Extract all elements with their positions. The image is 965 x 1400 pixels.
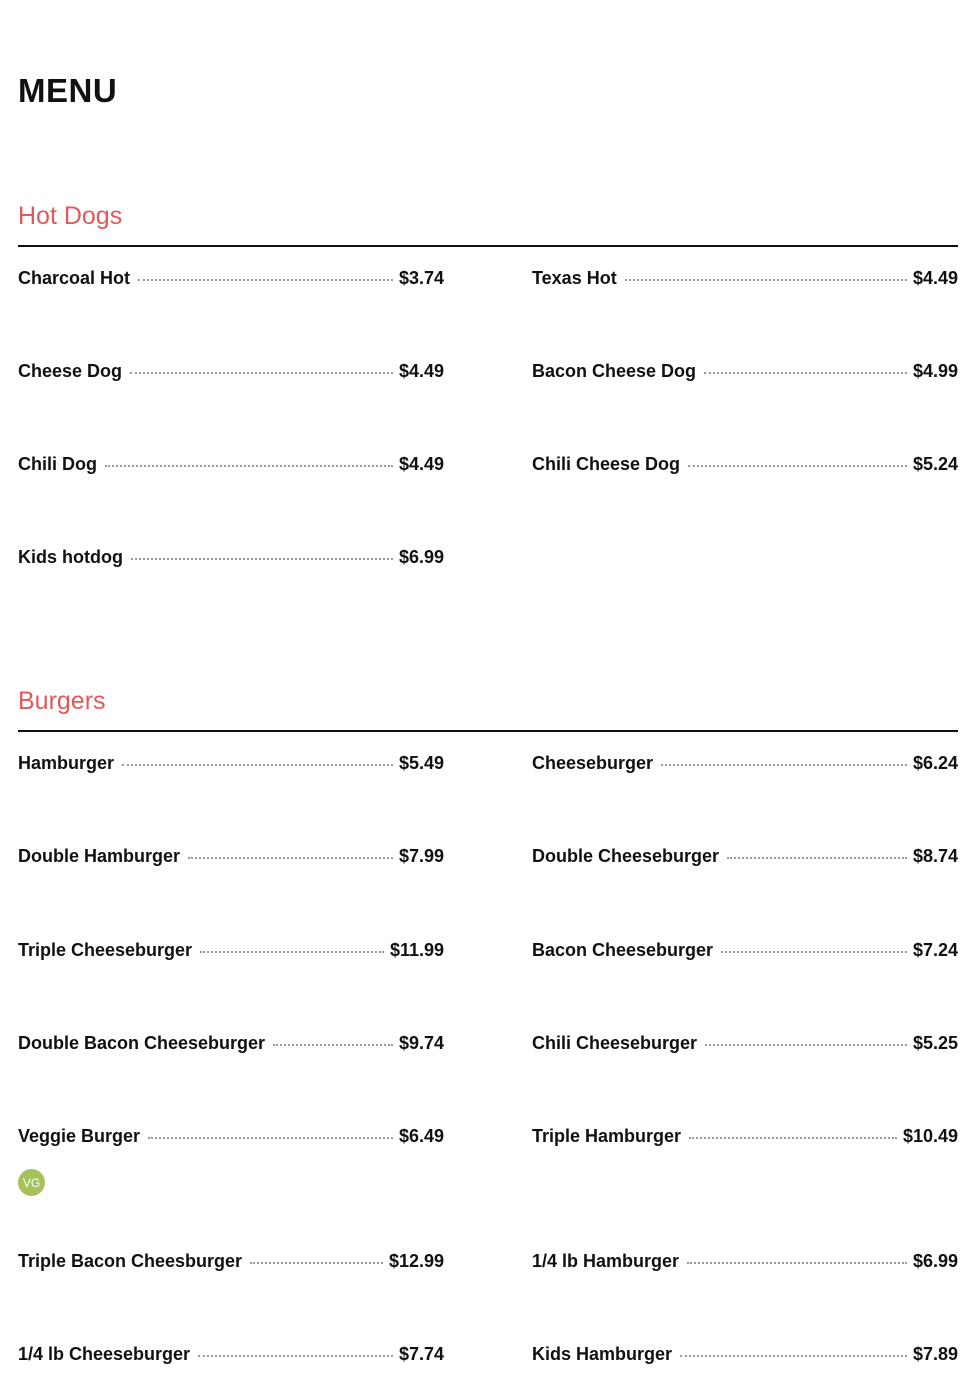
menu-item xyxy=(18,753,444,774)
dot-leader xyxy=(198,1355,393,1357)
item-name: Veggie Burger xyxy=(18,1126,141,1146)
menu-item xyxy=(532,454,958,475)
item-name: Double Cheeseburger xyxy=(532,846,720,866)
dot-leader xyxy=(188,857,393,859)
item-price: $12.99 xyxy=(388,1251,444,1271)
dot-leader xyxy=(689,1137,897,1139)
item-price: $9.74 xyxy=(398,1033,444,1053)
item-price: $6.99 xyxy=(398,547,444,567)
item-name: Cheese Dog xyxy=(18,361,123,381)
menu-item xyxy=(532,1033,958,1054)
item-price: $11.99 xyxy=(389,940,444,960)
menu-item xyxy=(18,1344,444,1365)
item-price: $7.74 xyxy=(398,1344,444,1364)
menu-item xyxy=(18,1126,444,1147)
item-price: $4.49 xyxy=(398,361,444,381)
section-title-burgers: Burgers xyxy=(18,687,106,715)
menu-item xyxy=(18,1251,444,1272)
item-name: Double Bacon Cheeseburger xyxy=(18,1033,266,1053)
item-price: $7.24 xyxy=(912,940,958,960)
dot-leader xyxy=(687,1262,907,1264)
item-price: $10.49 xyxy=(902,1126,958,1146)
dot-leader xyxy=(704,372,907,374)
item-name: Triple Cheeseburger xyxy=(18,940,193,960)
menu-item xyxy=(532,1344,958,1365)
page-title: MENU xyxy=(18,72,118,109)
section-title-hot-dogs: Hot Dogs xyxy=(18,202,123,230)
item-name: Triple Hamburger xyxy=(532,1126,682,1146)
dot-leader xyxy=(131,558,393,560)
dot-leader xyxy=(680,1355,907,1357)
item-price: $3.74 xyxy=(398,268,444,288)
item-price: $5.24 xyxy=(912,454,958,474)
item-price: $4.49 xyxy=(912,268,958,288)
menu-item xyxy=(18,1033,444,1054)
dot-leader xyxy=(122,764,393,766)
item-name: Texas Hot xyxy=(532,268,617,288)
section-divider xyxy=(18,245,958,247)
section-divider xyxy=(18,730,958,732)
dot-leader xyxy=(688,465,907,467)
item-price: $8.74 xyxy=(912,846,958,866)
dot-leader xyxy=(200,951,384,953)
item-name: Kids hotdog xyxy=(18,547,123,567)
menu-item xyxy=(18,940,444,961)
item-price: $7.89 xyxy=(912,1344,958,1364)
item-price: $7.99 xyxy=(398,846,444,866)
dot-leader xyxy=(727,857,907,859)
menu-item xyxy=(18,547,444,568)
dot-leader xyxy=(705,1044,907,1046)
dot-leader xyxy=(661,764,907,766)
dot-leader xyxy=(105,465,393,467)
item-price: $4.49 xyxy=(398,454,444,474)
item-price: $6.49 xyxy=(398,1126,444,1146)
menu-item xyxy=(18,268,444,289)
item-price: $5.49 xyxy=(398,753,444,773)
menu-item xyxy=(18,846,444,867)
menu-item xyxy=(532,1126,958,1147)
vegan-badge: VG xyxy=(18,1169,45,1196)
item-name: Cheeseburger xyxy=(532,753,654,773)
menu-item xyxy=(532,268,958,289)
menu-item xyxy=(532,753,958,774)
item-price: $5.25 xyxy=(912,1033,958,1053)
dot-leader xyxy=(721,951,907,953)
menu-item xyxy=(532,1251,958,1272)
dot-leader xyxy=(250,1262,383,1264)
dot-leader xyxy=(625,279,907,281)
item-name: Chili Cheeseburger xyxy=(532,1033,698,1053)
menu-item xyxy=(18,454,444,475)
item-price: $4.99 xyxy=(912,361,958,381)
item-name: Hamburger xyxy=(18,753,115,773)
dot-leader xyxy=(138,279,393,281)
item-name: 1/4 lb Hamburger xyxy=(532,1251,680,1271)
menu-item xyxy=(18,361,444,382)
menu-item xyxy=(532,846,958,867)
item-price: $6.24 xyxy=(912,753,958,773)
dot-leader xyxy=(130,372,393,374)
item-name: 1/4 lb Cheeseburger xyxy=(18,1344,191,1364)
dot-leader xyxy=(273,1044,393,1046)
item-name: Kids Hamburger xyxy=(532,1344,673,1364)
item-name: Charcoal Hot xyxy=(18,268,131,288)
dot-leader xyxy=(148,1137,393,1139)
item-name: Chili Dog xyxy=(18,454,97,474)
item-name: Triple Bacon Cheesburger xyxy=(18,1251,243,1271)
item-price: $6.99 xyxy=(912,1251,958,1271)
item-name: Double Hamburger xyxy=(18,846,181,866)
item-name: Bacon Cheese Dog xyxy=(532,361,697,381)
item-name: Bacon Cheeseburger xyxy=(532,940,714,960)
menu-item xyxy=(532,940,958,961)
item-name: Chili Cheese Dog xyxy=(532,454,681,474)
menu-item xyxy=(532,361,958,382)
